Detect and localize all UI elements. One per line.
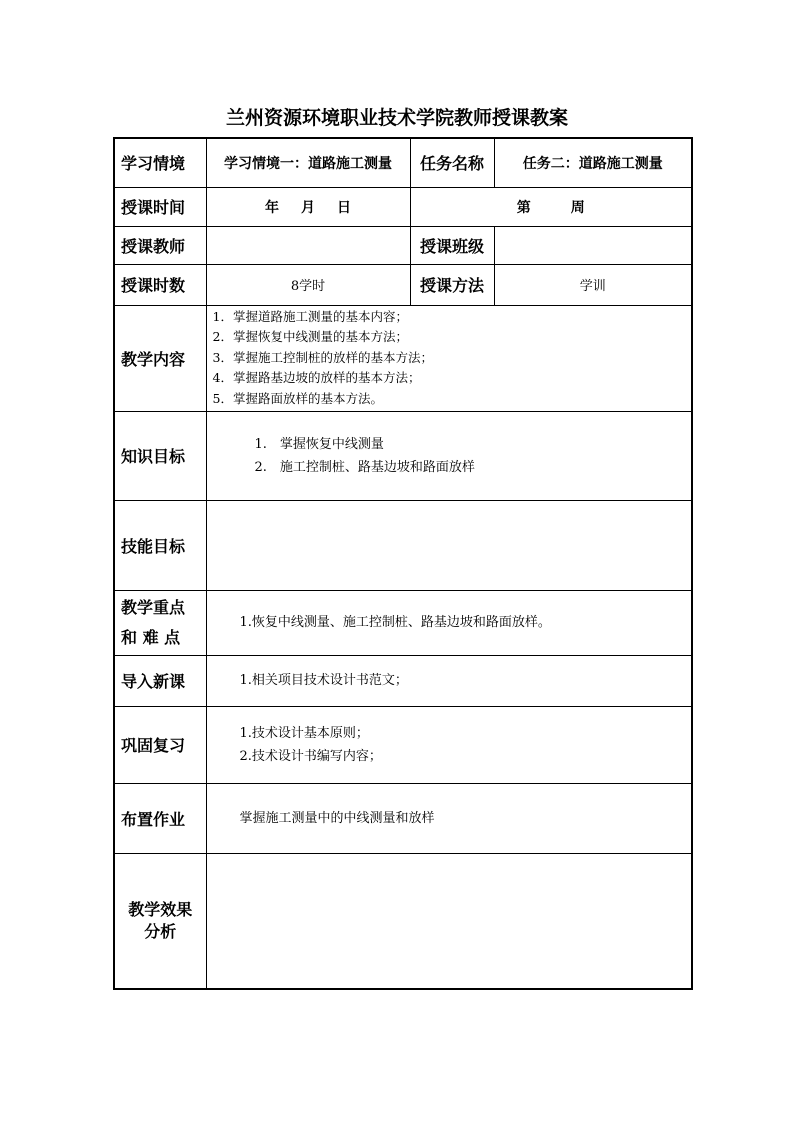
content-item: 4．掌握路基边坡的放样的基本方法； bbox=[212, 370, 421, 386]
row-skill bbox=[114, 500, 692, 590]
effect-value[interactable] bbox=[206, 853, 692, 989]
hours-label: 授课时数 bbox=[114, 264, 206, 305]
row-key bbox=[114, 590, 692, 655]
intro-value[interactable]: 1.相关项目技术设计书范文； bbox=[206, 655, 692, 706]
row-hours bbox=[114, 264, 692, 305]
row-effect bbox=[114, 853, 692, 989]
week-prefix-text: 第 bbox=[516, 199, 531, 216]
method-value[interactable]: 学训 bbox=[494, 264, 692, 305]
skill-value[interactable] bbox=[206, 500, 692, 590]
row-content bbox=[114, 305, 692, 411]
row-time bbox=[114, 187, 692, 226]
situation-label: 学习情境 bbox=[114, 138, 206, 187]
review-item: 1.技术设计基本原则； bbox=[239, 725, 369, 741]
knowledge-list[interactable] bbox=[206, 411, 692, 500]
knowledge-label: 知识目标 bbox=[114, 411, 206, 500]
review-item: 2.技术设计书编写内容； bbox=[239, 748, 382, 764]
method-label: 授课方法 bbox=[410, 264, 494, 305]
row-situation bbox=[114, 138, 692, 187]
row-review bbox=[114, 706, 692, 783]
row-homework bbox=[114, 783, 692, 853]
content-item: 3．掌握施工控制桩的放样的基本方法； bbox=[212, 349, 433, 365]
task-label: 任务名称 bbox=[410, 138, 494, 187]
content-item: 1．掌握道路施工测量的基本内容； bbox=[212, 308, 408, 324]
lesson-plan-table bbox=[113, 137, 693, 990]
task-value[interactable]: 任务二：道路施工测量 bbox=[494, 138, 692, 187]
effect-label-line1: 教学效果 bbox=[128, 899, 193, 919]
key-label bbox=[114, 590, 206, 655]
key-value[interactable]: 1.恢复中线测量、施工控制桩、路基边坡和路面放样。 bbox=[206, 590, 692, 655]
date-value[interactable] bbox=[206, 187, 410, 226]
effect-label-line2: 分析 bbox=[144, 921, 177, 941]
month-text: 月 bbox=[301, 199, 315, 216]
review-list[interactable] bbox=[206, 706, 692, 783]
class-value[interactable] bbox=[494, 226, 692, 264]
content-item: 2．掌握恢复中线测量的基本方法； bbox=[212, 329, 408, 345]
situation-value[interactable]: 学习情境一：道路施工测量 bbox=[206, 138, 410, 187]
row-knowledge bbox=[114, 411, 692, 500]
teacher-label: 授课教师 bbox=[114, 226, 206, 264]
knowledge-item: 1. 掌握恢复中线测量 bbox=[254, 436, 384, 452]
content-list[interactable] bbox=[206, 305, 692, 411]
homework-value[interactable]: 掌握施工测量中的中线测量和放样 bbox=[206, 783, 692, 853]
row-teacher bbox=[114, 226, 692, 264]
key-label-line2: 和 难 点 bbox=[121, 627, 181, 647]
review-label: 巩固复习 bbox=[114, 706, 206, 783]
week-suffix-text: 周 bbox=[570, 199, 585, 216]
teacher-value[interactable] bbox=[206, 226, 410, 264]
effect-label bbox=[114, 853, 206, 989]
content-item: 5．掌握路面放样的基本方法。 bbox=[212, 390, 383, 406]
class-label: 授课班级 bbox=[410, 226, 494, 264]
homework-label: 布置作业 bbox=[114, 783, 206, 853]
week-value[interactable] bbox=[410, 187, 692, 226]
page-title: 兰州资源环境职业技术学院教师授课教案 bbox=[225, 107, 568, 129]
knowledge-item: 2. 施工控制桩、路基边坡和路面放样 bbox=[254, 459, 475, 475]
intro-label: 导入新课 bbox=[114, 655, 206, 706]
content-label: 教学内容 bbox=[114, 305, 206, 411]
year-text: 年 bbox=[265, 199, 279, 216]
row-intro bbox=[114, 655, 692, 706]
day-text: 日 bbox=[337, 199, 351, 216]
hours-value[interactable]: 8学时 bbox=[206, 264, 410, 305]
key-label-line1: 教学重点 bbox=[121, 597, 186, 617]
time-label: 授课时间 bbox=[114, 187, 206, 226]
skill-label: 技能目标 bbox=[114, 500, 206, 590]
